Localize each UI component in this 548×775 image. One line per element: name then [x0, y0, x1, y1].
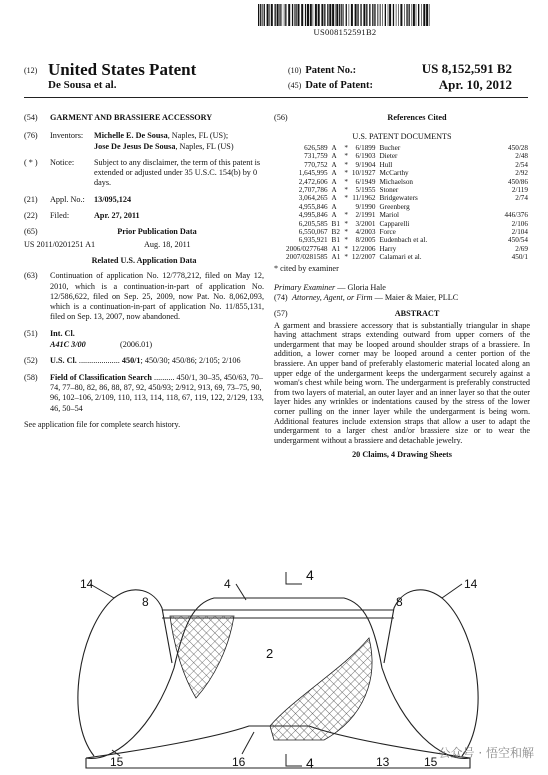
barcode-bar	[369, 4, 370, 26]
ref-kind: A1	[331, 244, 341, 253]
ref-kind: A	[331, 177, 337, 186]
ref-class	[429, 203, 530, 211]
abstract-heading-row	[274, 309, 530, 319]
barcode-bar	[363, 4, 365, 26]
barcode-bar	[282, 4, 283, 26]
barcode-bar	[341, 4, 342, 26]
examiner-label: Primary Examiner	[274, 282, 336, 292]
appl-row	[24, 195, 264, 205]
barcode-bar	[262, 4, 263, 26]
ref-star: *	[344, 228, 348, 237]
cited-note: * cited by examiner	[274, 263, 339, 273]
prior-pub-row	[24, 240, 264, 250]
right-strap	[384, 590, 478, 756]
ref-number: 2007/0281585	[286, 253, 328, 262]
filed-code: (22)	[24, 211, 38, 221]
ref-star: *	[344, 169, 348, 178]
leader-14-right	[442, 584, 462, 598]
ref-number: 4,995,846	[298, 211, 328, 220]
ref-name: Force	[379, 228, 396, 237]
date-value: Apr. 10, 2012	[438, 77, 512, 92]
barcode-bar	[406, 4, 407, 26]
garment-drawing	[24, 518, 532, 770]
ref-name: Mariol	[379, 211, 400, 220]
reference-row	[284, 211, 530, 219]
ref-class: 446/376	[504, 211, 528, 220]
prior-pub: US 2011/0201251 A1	[24, 239, 96, 249]
left-column	[24, 113, 264, 436]
appl-label: Appl. No.:	[50, 194, 85, 204]
barcode-bar	[360, 4, 361, 26]
barcode-bar	[377, 4, 378, 26]
field-label: Field of Classification Search	[50, 372, 152, 382]
ref-class: 450/86	[508, 177, 528, 186]
inventor2-rest: , Naples, FL (US)	[175, 141, 234, 151]
barcode-bar	[351, 4, 353, 26]
inventors-label: Inventors:	[50, 131, 84, 141]
ref-date: 3/2001	[355, 219, 376, 228]
ref-class: 2/69	[515, 244, 528, 253]
ref-number: 6,205,585	[298, 219, 328, 228]
ref-date: 11/1962	[352, 194, 376, 203]
reference-row	[284, 169, 530, 177]
barcode-bar	[318, 4, 320, 26]
ref-number: 4,955,846	[298, 202, 328, 211]
label-2: 2	[266, 646, 274, 661]
barcode-bar	[416, 4, 417, 26]
ref-name: Stoner	[379, 186, 399, 195]
right-column	[274, 113, 530, 460]
ref-star: *	[344, 219, 348, 228]
filed-row	[24, 211, 264, 221]
barcode-bar	[385, 4, 386, 26]
ref-date: 5/1955	[355, 186, 376, 195]
ref-star: *	[344, 177, 348, 186]
barcode-bar	[285, 4, 286, 26]
label-14-right: 14	[464, 577, 478, 591]
ref-kind: A	[331, 186, 337, 195]
ref-date: 6/1903	[355, 152, 376, 161]
barcode-bar	[339, 4, 340, 26]
label-16: 16	[232, 755, 246, 769]
ref-name: Dieter	[379, 152, 398, 161]
notice-row	[24, 158, 264, 189]
barcode-bar	[421, 4, 422, 26]
prior-heading: Prior Publication Data	[117, 227, 197, 237]
appl-value: 13/095,124	[94, 194, 132, 204]
notice-label: Notice:	[50, 157, 75, 167]
barcode-bar	[258, 4, 259, 26]
ref-class: 450/54	[508, 236, 528, 245]
abstract-code: (57)	[274, 308, 288, 318]
ref-number: 2,707,786	[298, 186, 328, 195]
label-4-top: 4	[224, 577, 231, 591]
mesh-panel-center	[270, 638, 372, 740]
patent-no-label: Patent No.:	[305, 65, 357, 76]
barcode-bar	[418, 4, 419, 26]
intcl-code: (51)	[24, 328, 38, 338]
barcode-bar	[301, 4, 303, 26]
ref-kind: A	[331, 194, 337, 203]
ref-number: 626,589	[304, 144, 328, 152]
barcode-bar	[329, 4, 331, 26]
reference-row	[284, 220, 530, 228]
ref-name: Bridgewaters	[379, 194, 418, 203]
ref-class: 2/106	[511, 219, 528, 228]
section-arrow-bottom	[286, 754, 302, 766]
inventor1-rest: , Naples, FL (US);	[167, 131, 229, 141]
barcode-bar	[336, 4, 338, 26]
appl-code: (21)	[24, 194, 38, 204]
ref-kind: A	[331, 169, 337, 178]
patent-no-line	[288, 65, 356, 76]
uscl-dots: ....................	[78, 356, 120, 366]
uscl-main: 450/1	[121, 356, 141, 366]
attorney-code: (74)	[274, 292, 288, 302]
uscl-code: (52)	[24, 356, 38, 366]
barcode-bar	[389, 4, 391, 26]
refs-code: (56)	[274, 113, 288, 122]
ref-kind: A	[331, 144, 337, 152]
ref-date: 4/2003	[355, 228, 376, 237]
barcode-bar	[404, 4, 405, 26]
reference-row	[284, 236, 530, 244]
barcode-bar	[366, 4, 367, 26]
barcode-bar	[413, 4, 415, 26]
reference-row	[284, 228, 530, 236]
ref-name: Hull	[379, 160, 393, 169]
barcode-bar	[267, 4, 269, 26]
barcode-bar	[426, 4, 428, 26]
barcode-bar	[260, 4, 261, 26]
field-text: .......... 450/1, 30–35, 450/63, 70–74, 77–80, 82, 86, 88, 87, 92, 450/93; 2/912, 913, 69, 73–75, 90, 96, 102–106, 2/109, 110, 113, 114, 118, 67, 119, 122, 2/129, 133, 46, 50–54	[50, 372, 264, 413]
barcode-bar	[343, 4, 344, 26]
reference-row	[284, 144, 530, 152]
ref-name: Michaelson	[379, 177, 414, 186]
barcode-bar	[357, 4, 358, 26]
notice-code: ( * )	[24, 157, 38, 167]
ref-kind: A1	[331, 253, 341, 262]
ref-name: Calamari et al.	[379, 253, 422, 262]
ref-star: *	[344, 186, 348, 195]
barcode-bar	[327, 4, 328, 26]
barcode-bar	[398, 4, 399, 26]
attorney-label: Attorney, Agent, or Firm	[292, 292, 373, 302]
label-15-left: 15	[110, 755, 124, 769]
ref-class: 2/48	[515, 152, 528, 161]
barcode-bar	[429, 4, 430, 26]
related-heading: Related U.S. Application Data	[91, 255, 197, 265]
barcode-bar	[295, 4, 296, 26]
ref-class: 2/104	[511, 228, 528, 237]
ref-name: Bucher	[379, 144, 401, 152]
ref-class: 2/74	[515, 194, 528, 203]
examiner-name: — Gloria Hale	[337, 282, 386, 292]
reference-row	[284, 194, 530, 202]
country-title: United States Patent	[48, 60, 197, 79]
barcode-bar	[335, 4, 336, 26]
label-13: 13	[376, 755, 390, 769]
refs-heading-row	[274, 113, 530, 123]
ref-class: 450/28	[508, 144, 528, 152]
label-8-left: 8	[142, 595, 149, 609]
inventor2-name: Jose De Jesus De Sousa	[94, 141, 176, 151]
ref-name: Capparelli	[379, 219, 410, 228]
section-arrow-top	[286, 572, 302, 584]
date-code: (45)	[288, 81, 302, 90]
ref-kind: A	[331, 152, 337, 161]
barcode-bar	[396, 4, 397, 26]
inventors-row	[24, 131, 264, 152]
related-heading-row	[24, 256, 264, 266]
barcode-bar	[423, 4, 425, 26]
barcode-bar	[313, 4, 314, 26]
ref-star: *	[344, 160, 348, 169]
barcode-bar	[315, 4, 317, 26]
barcode-bar	[264, 4, 265, 26]
barcode-bar	[279, 4, 280, 26]
reference-row	[284, 152, 530, 160]
title-row	[24, 113, 264, 123]
ref-number: 731,759	[304, 152, 328, 161]
filed-value: Apr. 27, 2011	[94, 211, 140, 221]
inventor1-name: Michelle E. De Sousa	[94, 131, 168, 141]
barcode-number: US008152591B2	[313, 27, 377, 37]
ref-star: *	[344, 194, 348, 203]
cont-code: (63)	[24, 271, 38, 281]
ref-star: *	[344, 236, 348, 245]
barcode-bar	[294, 4, 295, 26]
attorney-line	[274, 293, 530, 303]
ref-kind: A	[331, 160, 337, 169]
ref-name: Harry	[379, 244, 397, 253]
barcode-bar	[409, 4, 410, 26]
ref-kind: B1	[331, 236, 340, 245]
barcode-bar	[380, 4, 381, 26]
refs-heading: References Cited	[387, 113, 447, 122]
examiner-line	[274, 283, 530, 293]
field-code: (58)	[24, 372, 38, 382]
barcode-bar	[288, 4, 290, 26]
inventors-value	[94, 131, 264, 152]
continuation-row	[24, 271, 264, 322]
reference-row	[284, 178, 530, 186]
barcode-bar	[374, 4, 375, 26]
attorney-name: — Maier & Maier, PLLC	[374, 292, 459, 302]
barcode-bar	[321, 4, 323, 26]
prior-code: (65)	[24, 227, 38, 237]
barcode-bar	[307, 4, 309, 26]
barcode-bar	[346, 4, 347, 26]
barcode-bar	[379, 4, 380, 26]
reference-row	[284, 245, 530, 253]
ref-date: 12/2007	[351, 253, 376, 262]
inventors-code: (76)	[24, 131, 38, 141]
ref-date: 12/2006	[351, 244, 376, 253]
barcode-bar	[400, 4, 402, 26]
country-code: (12)	[24, 66, 38, 75]
ref-name: Greenberg	[379, 202, 410, 211]
ref-number: 2,472,606	[298, 177, 328, 186]
patent-title: GARMENT AND BRASSIERE ACCESSORY	[50, 113, 213, 122]
claims-line: 20 Claims, 4 Drawing Sheets	[352, 450, 452, 460]
leader-16	[242, 732, 254, 754]
ref-class: 2/92	[515, 169, 528, 178]
reference-row	[284, 186, 530, 194]
mesh-panel-left	[170, 616, 234, 698]
barcode-bar	[393, 4, 394, 26]
barcode-bar	[324, 4, 325, 26]
ref-kind: B2	[331, 228, 340, 237]
abstract-heading: ABSTRACT	[394, 308, 440, 318]
intcl-row	[24, 329, 264, 339]
barcode-bar	[277, 4, 279, 26]
ref-number: 6,550,067	[298, 228, 328, 237]
ref-date: 9/1904	[355, 160, 376, 169]
ref-star	[342, 203, 350, 211]
barcode	[258, 4, 432, 26]
label-4-arrow-bottom: 4	[306, 755, 314, 770]
prior-row	[24, 227, 264, 237]
intcl-label: Int. Cl.	[50, 328, 75, 338]
barcode-bar	[305, 4, 306, 26]
ref-star: *	[344, 244, 348, 253]
ref-number: 770,752	[304, 160, 328, 169]
barcode-bar	[298, 4, 300, 26]
ref-date: 10/1927	[351, 169, 376, 178]
prior-date: Aug. 18, 2011	[144, 239, 191, 249]
ref-kind: A	[331, 202, 337, 211]
ref-kind: B1	[331, 219, 340, 228]
barcode-bar	[332, 4, 334, 26]
reference-row	[284, 253, 530, 261]
ref-date: 6/1949	[355, 177, 376, 186]
date-label: Date of Patent:	[305, 80, 373, 91]
ref-number: 1,645,995	[298, 169, 328, 178]
abstract-text: A garment and brassiere accessory that is substantially triangular in shape having attachment straps extending outward from upper corners of the undergarment that may be looped around shoulder straps of a brassiere. In addition, a lower corner may be looped around a center portion of the brassiere. An upper band of preferably elastomeric material located along an upper edge of the undergarment keeps the undergarment securely against a woman's chest while being worn. The undergarment is preferably constructed from two layers of material, an outer layer and an inner layer so that the outer layer hides any wrinkles or indentations caused by the stress of the lower corner pulling on the inner layer while the undergarment is being worn. Additional features include extension straps that allow a user to adapt the undergarment to a larger chest and/or brassiere size or to wear the undergarment without a brassiere and detachable jewelry.	[274, 320, 530, 445]
uscl-row	[24, 356, 264, 366]
intcl-class-row	[50, 340, 264, 350]
title-code: (54)	[24, 113, 38, 122]
label-8-right: 8	[396, 595, 403, 609]
ref-star: *	[344, 152, 348, 161]
watermark: 公众号 · 悟空和解	[438, 746, 534, 760]
filed-label: Filed:	[50, 211, 70, 221]
ref-number: 2006/0277648	[286, 244, 328, 253]
date-line	[288, 80, 373, 91]
barcode-bar	[284, 4, 285, 26]
intcl-class: A41C 3/00	[50, 340, 86, 350]
ref-name: McCarthy	[379, 169, 409, 178]
inventor-short: De Sousa et al.	[48, 79, 117, 91]
barcode-bar	[292, 4, 293, 26]
barcode-bar	[355, 4, 357, 26]
cont-text: Continuation of application No. 12/778,212, filed on May 12, 2010, which is a continuation-in-part of application No. 12/586,622, filed on Sep. 25, 2009, now Pat. No. 8,062,093, which is a continuation-in-part of application No. 11/855,131, filed on Sep. 13, 2007, now abandoned.	[50, 271, 264, 322]
barcode-bar	[275, 4, 276, 26]
ref-star: *	[344, 211, 348, 220]
barcode-bar	[310, 4, 312, 26]
band-bottom	[86, 758, 470, 768]
uscl-label: U.S. Cl.	[50, 356, 77, 366]
label-4-arrow-top: 4	[306, 567, 314, 583]
notice-text: Subject to any disclaimer, the term of this patent is extended or adjusted under 35 U.S.C. 154(b) by 0 days.	[94, 157, 261, 188]
ref-class: 2/119	[511, 186, 528, 195]
field-row	[24, 373, 264, 414]
ref-star: *	[344, 144, 348, 152]
label-14-left: 14	[80, 577, 94, 591]
reference-row	[284, 203, 530, 211]
patent-no-code: (10)	[288, 66, 302, 75]
barcode-bar	[372, 4, 373, 26]
references-table	[284, 144, 530, 262]
us-docs-heading: U.S. PATENT DOCUMENTS	[352, 132, 452, 141]
barcode-bar	[412, 4, 413, 26]
barcode-bar	[271, 4, 273, 26]
ref-number: 3,064,265	[298, 194, 328, 203]
reference-row	[284, 161, 530, 169]
ref-date: 2/1991	[355, 211, 376, 220]
see-app-row	[24, 420, 264, 430]
barcode-bar	[349, 4, 350, 26]
ref-star: *	[344, 253, 348, 262]
barcode-bar	[388, 4, 389, 26]
label-15-right: 15	[424, 755, 438, 769]
ref-name: Eudenbach et al.	[379, 236, 428, 245]
ref-kind: A	[331, 211, 337, 220]
header-rule	[24, 97, 528, 98]
ref-date: 6/1899	[355, 144, 376, 152]
ref-class: 450/1	[511, 253, 528, 262]
barcode-bar	[382, 4, 383, 26]
ref-class: 2/54	[515, 160, 528, 169]
ref-date: 9/1990	[355, 202, 376, 211]
intcl-date: (2006.01)	[120, 340, 153, 350]
barcode-bar	[269, 4, 270, 26]
uscl-rest: ; 450/30; 450/86; 2/105; 2/106	[140, 356, 241, 366]
leader-14-left	[90, 584, 114, 598]
ref-number: 6,935,921	[298, 236, 328, 245]
left-strap	[78, 590, 172, 756]
patent-no-value: US 8,152,591 B2	[421, 61, 512, 76]
see-app: See application file for complete search history.	[24, 419, 181, 429]
ref-date: 8/2005	[355, 236, 376, 245]
